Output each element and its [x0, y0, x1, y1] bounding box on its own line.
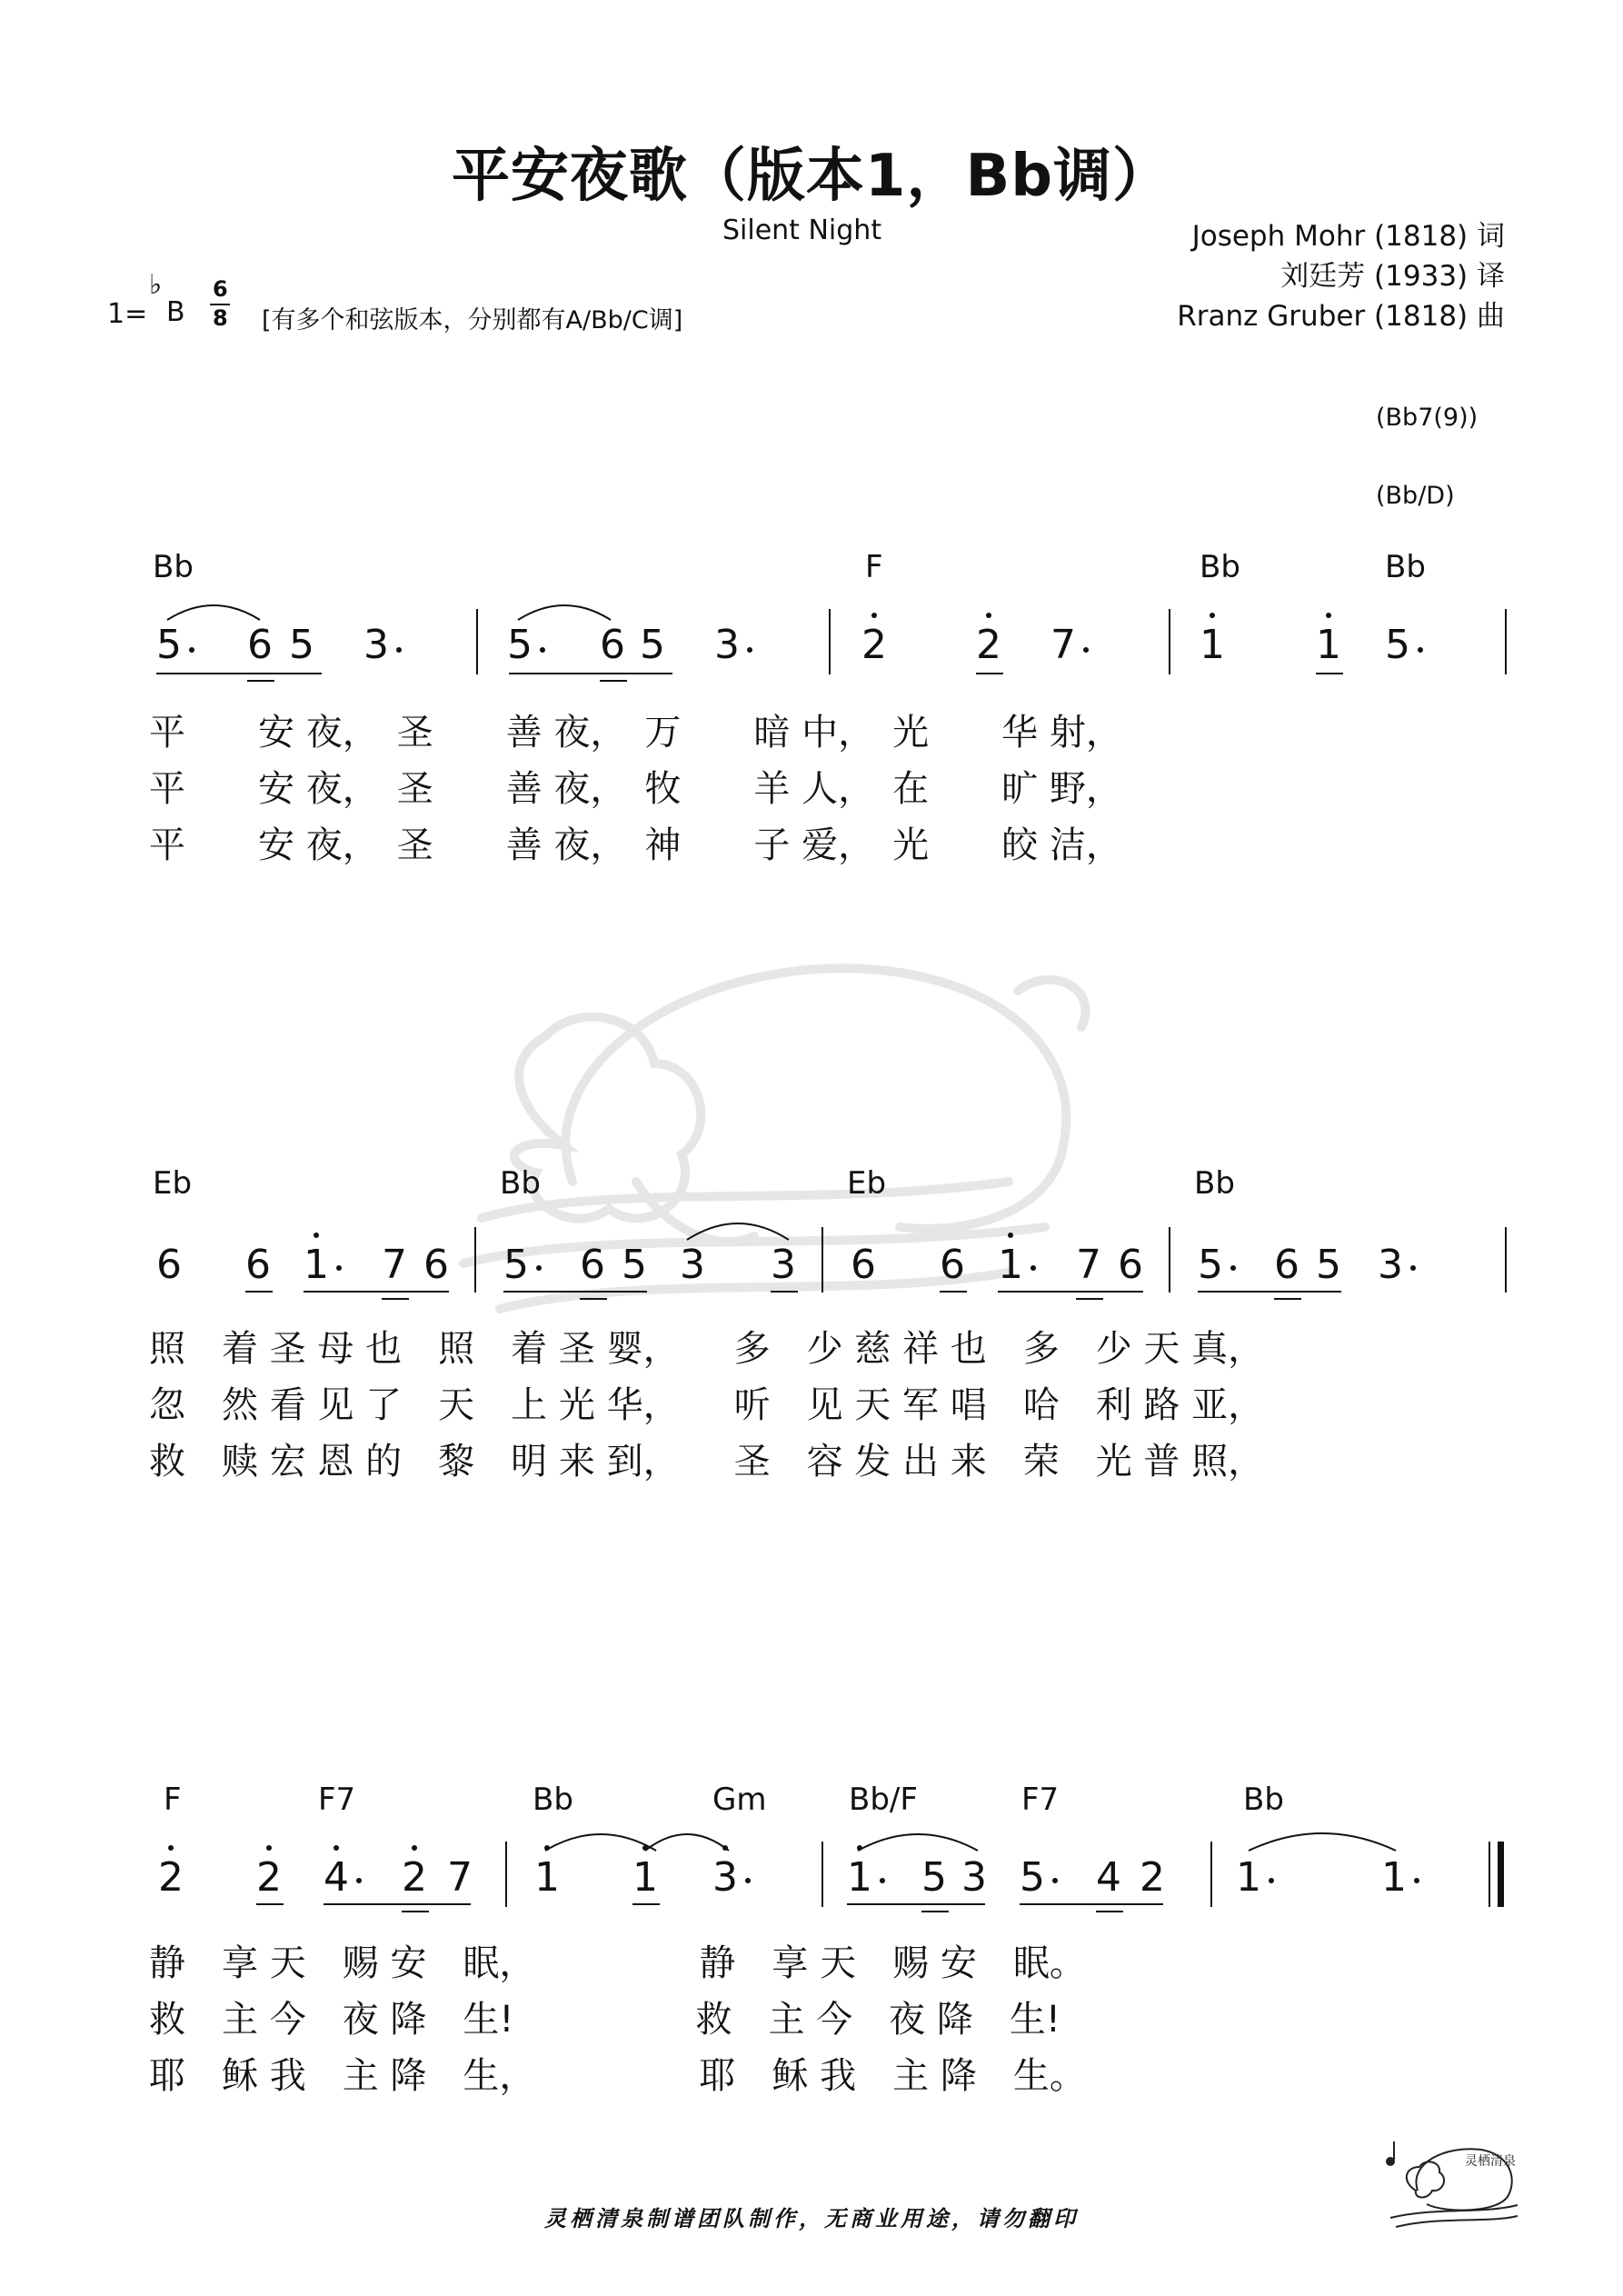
chord-label: Bb/F: [849, 1782, 918, 1818]
note-dot: [1414, 1878, 1419, 1883]
high-octave-dot: [168, 1845, 174, 1851]
high-octave-dot: [1210, 613, 1215, 618]
tie-slur: [164, 596, 264, 624]
note-dot: [356, 1878, 362, 1883]
tie-slur: [854, 1825, 981, 1854]
note: 2: [976, 622, 1001, 668]
tie-slur: [1245, 1825, 1399, 1854]
note: 5: [1385, 622, 1410, 668]
high-octave-dot: [314, 1233, 319, 1238]
note: 1: [847, 1854, 872, 1901]
barline: [821, 1227, 823, 1293]
high-octave-dot: [1008, 1233, 1013, 1238]
beam-underline: [1274, 1298, 1301, 1300]
high-octave-dot: [334, 1845, 339, 1851]
note: 6: [423, 1242, 449, 1288]
barline: [829, 609, 831, 674]
note: 5: [289, 622, 314, 668]
page-title: 平安夜歌（版本1，Bb调）: [451, 143, 1172, 210]
lyricist-credit: Joseph Mohr (1818) 词: [1191, 220, 1505, 253]
note-dot: [1230, 1265, 1236, 1271]
note: 6: [1118, 1242, 1143, 1288]
note: 6: [580, 1242, 605, 1288]
note: 7: [382, 1242, 407, 1288]
beam-underline: [256, 1903, 284, 1905]
lyric-verse-1: 平 安 夜， 圣 善 夜， 万 暗 中， 光 华 射，: [149, 712, 1122, 754]
logo-text: 灵栖清泉: [1465, 2154, 1516, 2169]
note-dot: [1083, 647, 1089, 653]
beam-underline: [1020, 1903, 1163, 1905]
barline: [1505, 1227, 1507, 1293]
note: 5: [1316, 1242, 1341, 1288]
note-dot: [396, 647, 402, 653]
note: 3: [680, 1242, 705, 1288]
key-letter: B: [166, 296, 185, 328]
note: 3: [712, 1854, 738, 1901]
note-dot: [1410, 1265, 1416, 1271]
beam-underline: [1316, 673, 1343, 674]
beam-underline: [1198, 1291, 1341, 1293]
note: 4: [324, 1854, 349, 1901]
note: 5: [921, 1854, 947, 1901]
lyric-verse-3: 耶 稣 我 主 降 生， 耶 稣 我 主 降 生。: [149, 2055, 1086, 2097]
chord-label: Bb: [1194, 1165, 1235, 1202]
note-dot: [880, 1878, 885, 1883]
chord-label: Bb: [1200, 549, 1240, 585]
beam-underline: [1076, 1298, 1103, 1300]
lyric-verse-1: 静 享 天 赐 安 眠， 静 享 天 赐 安 眠。: [149, 1942, 1086, 1984]
chord-label: F7: [318, 1782, 356, 1818]
note: 5: [622, 1242, 647, 1288]
barline: [821, 1842, 823, 1907]
note: 2: [861, 622, 887, 668]
note: 3: [714, 622, 740, 668]
note-dot: [540, 647, 545, 653]
note: 5: [1198, 1242, 1223, 1288]
note-dot: [745, 1878, 751, 1883]
lyric-verse-2: 救 主 今 夜 降 生! 救 主 今 夜 降 生!: [149, 1999, 1060, 2041]
lyric-verse-2: 平 安 夜， 圣 善 夜， 牧 羊 人， 在 旷 野，: [149, 768, 1122, 810]
note: 6: [940, 1242, 965, 1288]
sheep-logo: [1381, 2127, 1527, 2236]
beam-underline: [632, 1903, 660, 1905]
final-barline-thick: [1498, 1842, 1504, 1907]
beam-underline: [324, 1903, 471, 1905]
beam-underline: [509, 673, 672, 674]
note: 1: [1316, 622, 1341, 668]
note: 7: [1050, 622, 1076, 668]
beam-underline: [976, 673, 1003, 674]
beam-underline: [503, 1291, 647, 1293]
beam-underline: [998, 1291, 1143, 1293]
chord-label: Bb: [153, 549, 194, 585]
note: 6: [600, 622, 625, 668]
optional-chord-2: (Bb/D): [1376, 482, 1455, 510]
beam-underline: [1096, 1911, 1123, 1912]
note: 1: [998, 1242, 1023, 1288]
composer-credit: Rranz Gruber (1818) 曲: [1177, 300, 1505, 333]
note-dot: [336, 1265, 342, 1271]
note-dot: [1418, 647, 1423, 653]
chord-label: Bb: [1243, 1782, 1284, 1818]
tie-slur: [642, 1825, 732, 1854]
flat-sign: ♭: [149, 269, 163, 301]
note-dot: [1031, 1265, 1036, 1271]
barline: [476, 609, 478, 674]
note: 1: [304, 1242, 329, 1288]
beam-underline: [847, 1903, 985, 1905]
note: 5: [503, 1242, 529, 1288]
note: 3: [363, 622, 389, 668]
note: 1: [1381, 1854, 1407, 1901]
note: 1: [632, 1854, 658, 1901]
high-octave-dot: [412, 1845, 417, 1851]
lyric-verse-1: 照 着 圣 母 也 照 着 圣 婴， 多 少 慈 祥 也 多 少 天 真，: [149, 1328, 1265, 1370]
beam-underline: [247, 680, 274, 682]
beam-underline: [940, 1291, 967, 1293]
beam-underline: [921, 1911, 949, 1912]
note: 5: [156, 622, 182, 668]
tie-slur: [514, 596, 614, 624]
note: 3: [961, 1854, 987, 1901]
barline: [1505, 609, 1507, 674]
optional-chord-1: (Bb7(9)): [1376, 404, 1479, 432]
version-note: [有多个和弦版本，分别都有A/Bb/C调]: [262, 306, 683, 334]
note: 7: [1076, 1242, 1101, 1288]
barline: [1169, 1227, 1170, 1293]
note: 6: [247, 622, 273, 668]
chord-label: F7: [1021, 1782, 1060, 1818]
note-dot: [189, 647, 194, 653]
time-signature-bottom: 8: [213, 305, 228, 331]
chord-label: Eb: [153, 1165, 193, 1202]
lyric-verse-2: 忽 然 看 见 了 天 上 光 华， 听 见 天 军 唱 哈 利 路 亚，: [149, 1384, 1265, 1426]
chord-label: Gm: [712, 1782, 767, 1818]
note: 1: [534, 1854, 560, 1901]
barline: [1210, 1842, 1212, 1907]
lyric-verse-3: 救 赎 宏 恩 的 黎 明 来 到， 圣 容 发 出 来 荣 光 普 照，: [149, 1441, 1265, 1482]
final-barline-thin: [1489, 1842, 1490, 1907]
beam-underline: [580, 1298, 607, 1300]
time-signature-top: 6: [213, 276, 228, 302]
note-dot: [747, 647, 752, 653]
note: 2: [402, 1854, 427, 1901]
note: 5: [640, 622, 665, 668]
note: 5: [1020, 1854, 1045, 1901]
beam-underline: [304, 1291, 449, 1293]
note-dot: [1269, 1878, 1274, 1883]
chord-label: Bb: [533, 1782, 573, 1818]
beam-underline: [245, 1291, 273, 1293]
note: 3: [771, 1242, 796, 1288]
high-octave-dot: [266, 1845, 272, 1851]
note: 2: [158, 1854, 184, 1901]
note: 2: [1140, 1854, 1165, 1901]
barline: [474, 1227, 476, 1293]
barline: [505, 1842, 507, 1907]
note: 5: [507, 622, 533, 668]
translator-credit: 刘廷芳 (1933) 译: [1280, 260, 1505, 293]
note: 6: [851, 1242, 876, 1288]
note: 2: [256, 1854, 282, 1901]
beam-underline: [600, 680, 627, 682]
tie-slur: [683, 1214, 792, 1243]
note: 6: [1274, 1242, 1299, 1288]
beam-underline: [156, 673, 322, 674]
high-octave-dot: [1326, 613, 1331, 618]
beam-underline: [771, 1291, 798, 1293]
note: 4: [1096, 1854, 1121, 1901]
note: 3: [1378, 1242, 1403, 1288]
note: 1: [1236, 1854, 1261, 1901]
chord-label: F: [164, 1782, 182, 1818]
chord-label: Bb: [500, 1165, 541, 1202]
high-octave-dot: [871, 613, 877, 618]
chord-label: Bb: [1385, 549, 1426, 585]
english-title: Silent Night: [722, 215, 882, 246]
footer-note: 灵栖清泉制谱团队制作，无商业用途，请勿翻印: [544, 2206, 1079, 2231]
chord-label: F: [865, 549, 883, 585]
beam-underline: [382, 1298, 409, 1300]
key-prefix: 1=: [107, 298, 148, 330]
note: 1: [1200, 622, 1225, 668]
barline: [1169, 609, 1170, 674]
sheep-watermark: [427, 909, 1118, 1382]
chord-label: Eb: [847, 1165, 887, 1202]
lyric-verse-3: 平 安 夜， 圣 善 夜， 神 子 爱， 光 皎 洁，: [149, 824, 1122, 866]
note: 6: [245, 1242, 271, 1288]
note: 7: [447, 1854, 473, 1901]
beam-underline: [402, 1911, 429, 1912]
note-dot: [536, 1265, 542, 1271]
note: 6: [156, 1242, 182, 1288]
high-octave-dot: [986, 613, 991, 618]
note-dot: [1052, 1878, 1058, 1883]
